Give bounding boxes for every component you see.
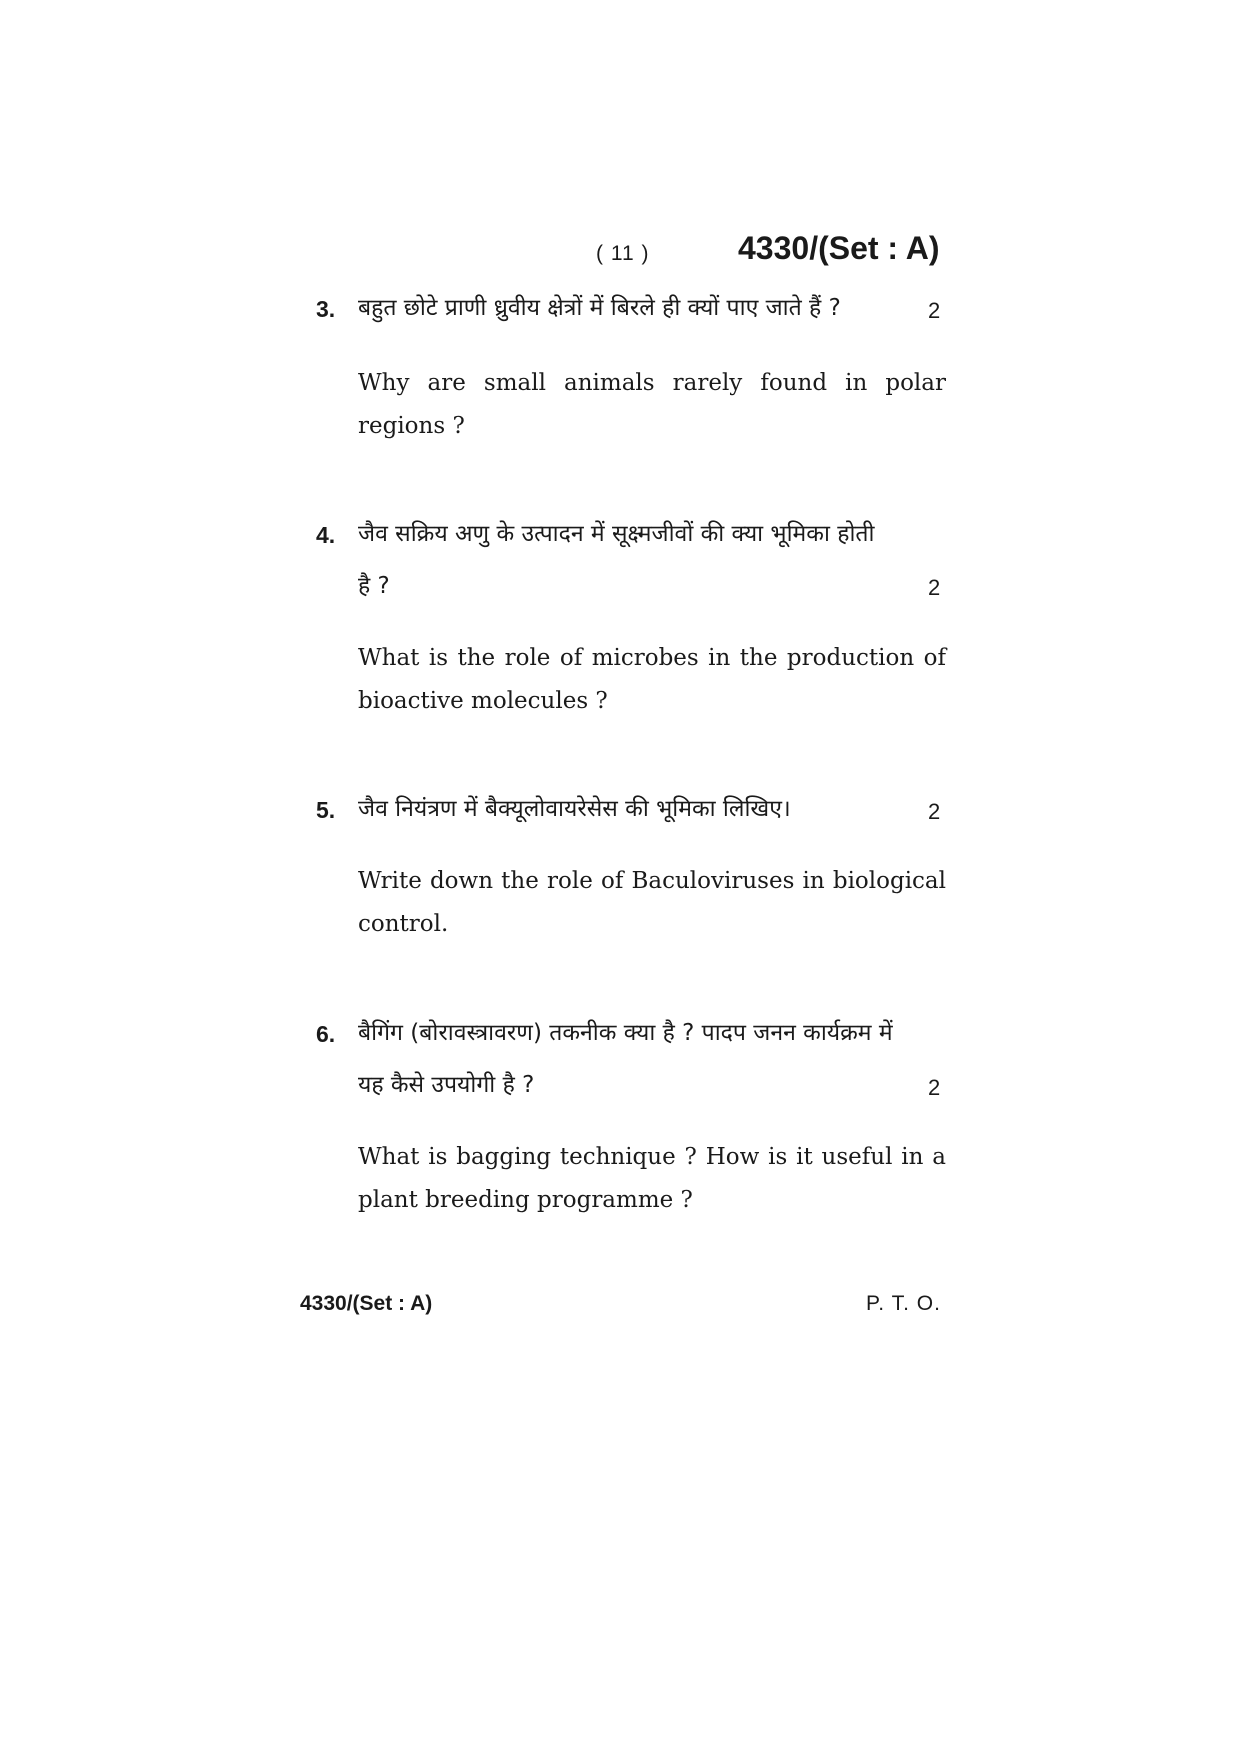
- question-6-hindi-line1: बैगिंग (बोरावस्त्रावरण) तकनीक क्या है ? पादप जनन कार्यक्रम में: [358, 1020, 893, 1046]
- page-number: ( 11 ): [596, 242, 650, 265]
- question-5-english: Write down the role of Baculoviruses in biological control.: [358, 868, 946, 937]
- question-6-number: 6.: [316, 1021, 336, 1047]
- header-paper-code: 4330/(Set : A): [738, 230, 940, 266]
- question-3-hindi: बहुत छोटे प्राणी ध्रुवीय क्षेत्रों में बिरले ही क्यों पाए जाते हैं ?: [358, 295, 841, 321]
- question-5-marks: 2: [928, 799, 941, 824]
- question-3-number: 3.: [316, 296, 336, 322]
- question-5-number: 5.: [316, 797, 336, 823]
- question-6-english: What is bagging technique ? How is it useful in a plant breeding programme ?: [358, 1144, 946, 1213]
- question-4-english: What is the role of microbes in the production of bioactive molecules ?: [358, 645, 946, 714]
- question-6-hindi-line2: यह कैसे उपयोगी है ?: [358, 1072, 535, 1098]
- question-4-hindi-line1: जैव सक्रिय अणु के उत्पादन में सूक्ष्मजीवों की क्या भूमिका होती: [358, 521, 875, 547]
- question-6-marks: 2: [928, 1075, 941, 1100]
- question-4-hindi-line2: है ?: [358, 573, 390, 599]
- question-5-hindi: जैव नियंत्रण में बैक्यूलोवायरेसेस की भूमिका लिखिए।: [358, 796, 791, 822]
- footer-pto: P. T. O.: [866, 1292, 941, 1315]
- question-4-marks: 2: [928, 575, 941, 600]
- question-4-number: 4.: [316, 522, 336, 548]
- question-3-marks: 2: [928, 298, 941, 323]
- footer-paper-code: 4330/(Set : A): [300, 1292, 433, 1315]
- question-3-english: Why are small animals rarely found in polar regions ?: [358, 370, 946, 439]
